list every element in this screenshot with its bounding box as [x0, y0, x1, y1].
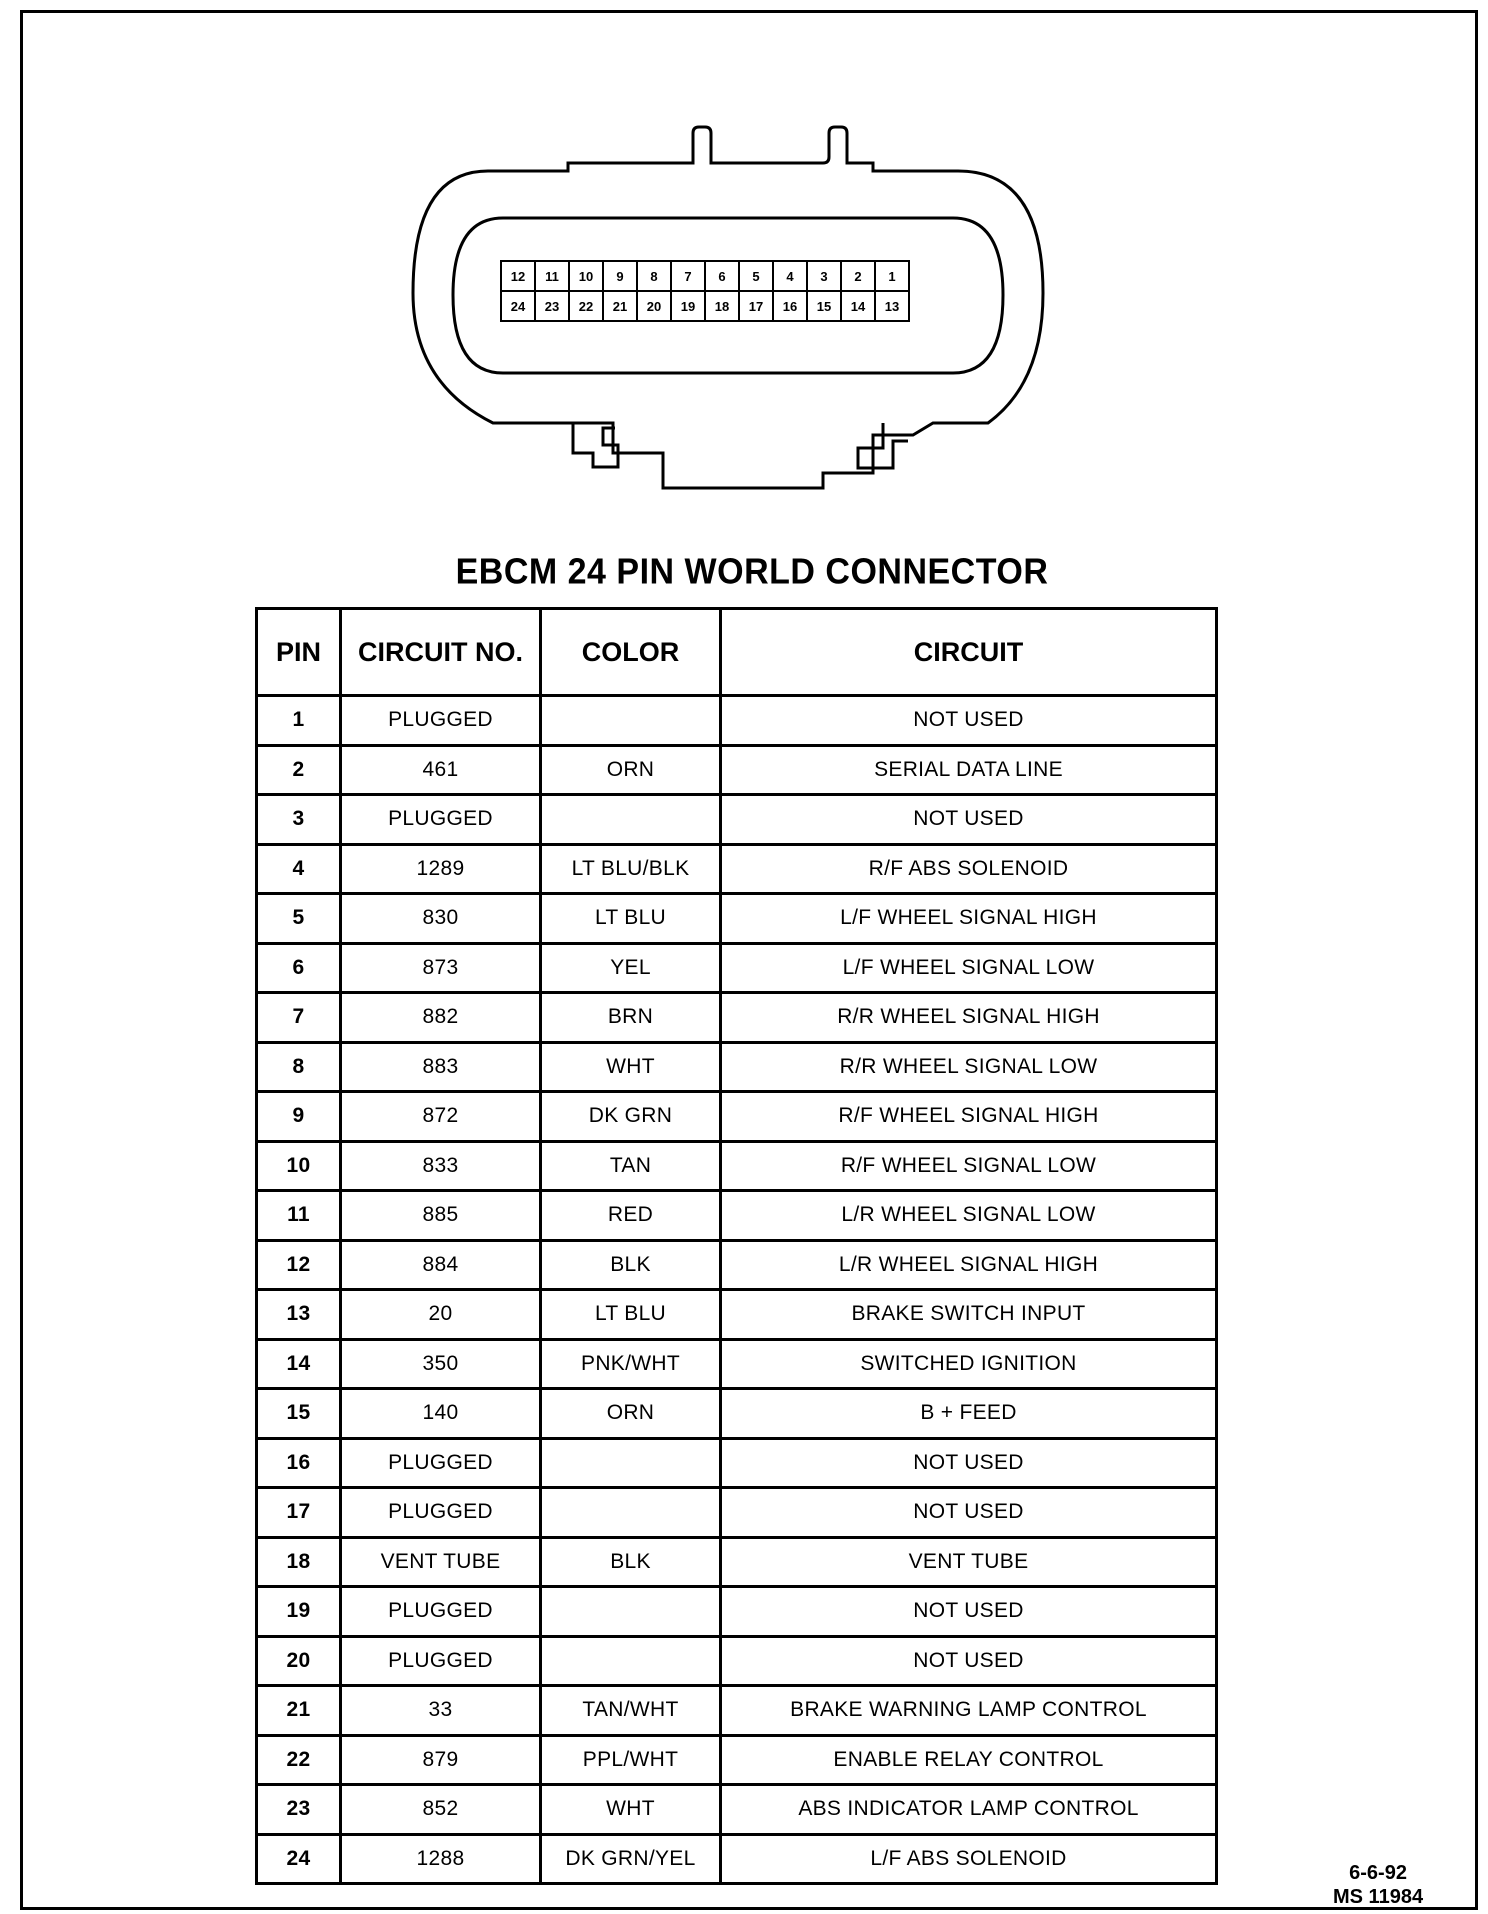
right-latch — [858, 423, 908, 468]
pin-number: 14 — [257, 1339, 341, 1389]
wire-color — [541, 795, 721, 845]
pin-number: 10 — [257, 1141, 341, 1191]
pin-label: 8 — [650, 269, 658, 284]
pin-number: 23 — [257, 1785, 341, 1835]
table-row — [257, 844, 1217, 894]
circuit-description: L/F WHEEL SIGNAL LOW — [721, 943, 1217, 993]
pin-label: 15 — [816, 299, 832, 314]
circuit-number: PLUGGED — [341, 1587, 541, 1637]
stamp-date: 6-6-92 — [1349, 1862, 1407, 1884]
pin-label: 24 — [510, 299, 526, 314]
circuit-description: R/R WHEEL SIGNAL HIGH — [721, 993, 1217, 1043]
pin-number: 19 — [257, 1587, 341, 1637]
wire-color: BRN — [541, 993, 721, 1043]
wire-color — [541, 1438, 721, 1488]
circuit-number: 20 — [341, 1290, 541, 1340]
circuit-description: ENABLE RELAY CONTROL — [721, 1735, 1217, 1785]
circuit-description: R/F ABS SOLENOID — [721, 844, 1217, 894]
circuit-number: 883 — [341, 1042, 541, 1092]
pin-label: 13 — [884, 299, 900, 314]
wire-color: RED — [541, 1191, 721, 1241]
table-row — [257, 1042, 1217, 1092]
pin-label: 21 — [612, 299, 628, 314]
header-pin: PIN — [257, 609, 341, 696]
pin-table — [255, 607, 1218, 1885]
table-row — [257, 1240, 1217, 1290]
wire-color — [541, 1587, 721, 1637]
circuit-description: R/R WHEEL SIGNAL LOW — [721, 1042, 1217, 1092]
circuit-number: 1289 — [341, 844, 541, 894]
circuit-number: 884 — [341, 1240, 541, 1290]
circuit-number: 885 — [341, 1191, 541, 1241]
pin-number: 16 — [257, 1438, 341, 1488]
circuit-description: R/F WHEEL SIGNAL LOW — [721, 1141, 1217, 1191]
wire-color: PPL/WHT — [541, 1735, 721, 1785]
table-row — [257, 1686, 1217, 1736]
circuit-description: NOT USED — [721, 1636, 1217, 1686]
left-latch — [573, 423, 618, 467]
circuit-description: L/F WHEEL SIGNAL HIGH — [721, 894, 1217, 944]
pin-label: 9 — [616, 269, 624, 284]
header-circuit-no: CIRCUIT NO. — [341, 609, 541, 696]
pin-grid — [501, 261, 909, 321]
pin-number: 3 — [257, 795, 341, 845]
header-color: COLOR — [541, 609, 721, 696]
pin-label: 23 — [544, 299, 560, 314]
table-row — [257, 1735, 1217, 1785]
table-row — [257, 1785, 1217, 1835]
pin-label: 2 — [854, 269, 862, 284]
table-row — [257, 696, 1217, 746]
table-row — [257, 1587, 1217, 1637]
stamp-code: MS 11984 — [1333, 1886, 1424, 1908]
pin-label: 4 — [786, 269, 794, 284]
pin-label: 14 — [850, 299, 866, 314]
circuit-number: PLUGGED — [341, 795, 541, 845]
pin-label: 6 — [718, 269, 726, 284]
pin-number: 11 — [257, 1191, 341, 1241]
pin-label: 10 — [578, 269, 594, 284]
circuit-number: 461 — [341, 745, 541, 795]
table-row — [257, 795, 1217, 845]
pin-label: 7 — [684, 269, 692, 284]
circuit-number: PLUGGED — [341, 1438, 541, 1488]
pin-number: 9 — [257, 1092, 341, 1142]
pin-number: 12 — [257, 1240, 341, 1290]
pin-label: 20 — [646, 299, 662, 314]
wire-color: TAN/WHT — [541, 1686, 721, 1736]
table-row — [257, 993, 1217, 1043]
circuit-description: BRAKE WARNING LAMP CONTROL — [721, 1686, 1217, 1736]
drawing-stamp — [1333, 1861, 1423, 1909]
pin-rows — [257, 696, 1217, 1884]
pin-label: 22 — [578, 299, 594, 314]
circuit-description: NOT USED — [721, 1438, 1217, 1488]
pin-label: 18 — [714, 299, 730, 314]
circuit-description: B + FEED — [721, 1389, 1217, 1439]
circuit-number: VENT TUBE — [341, 1537, 541, 1587]
pin-number: 24 — [257, 1834, 341, 1884]
pin-label: 5 — [752, 269, 760, 284]
pin-label: 3 — [820, 269, 828, 284]
wire-color: LT BLU/BLK — [541, 844, 721, 894]
table-row — [257, 1191, 1217, 1241]
pin-label: 19 — [680, 299, 696, 314]
circuit-number: PLUGGED — [341, 1488, 541, 1538]
table-row — [257, 1141, 1217, 1191]
wire-color: DK GRN — [541, 1092, 721, 1142]
circuit-description: VENT TUBE — [721, 1537, 1217, 1587]
pin-number: 8 — [257, 1042, 341, 1092]
circuit-number: 350 — [341, 1339, 541, 1389]
header-circuit: CIRCUIT — [721, 609, 1217, 696]
pin-number: 6 — [257, 943, 341, 993]
table-row — [257, 1092, 1217, 1142]
table-row — [257, 1488, 1217, 1538]
pin-number: 15 — [257, 1389, 341, 1439]
wire-color: WHT — [541, 1785, 721, 1835]
table-row — [257, 1290, 1217, 1340]
wire-color — [541, 696, 721, 746]
pin-number: 2 — [257, 745, 341, 795]
wire-color: PNK/WHT — [541, 1339, 721, 1389]
wire-color: WHT — [541, 1042, 721, 1092]
connector-diagram — [393, 123, 1063, 493]
table-row — [257, 1339, 1217, 1389]
diagram-title: EBCM 24 PIN WORLD CONNECTOR — [455, 552, 1049, 592]
circuit-number: 140 — [341, 1389, 541, 1439]
circuit-number: 833 — [341, 1141, 541, 1191]
circuit-description: SERIAL DATA LINE — [721, 745, 1217, 795]
table-row — [257, 894, 1217, 944]
wire-color: LT BLU — [541, 894, 721, 944]
pin-number: 18 — [257, 1537, 341, 1587]
table-row — [257, 745, 1217, 795]
circuit-number: PLUGGED — [341, 696, 541, 746]
pin-number: 4 — [257, 844, 341, 894]
wire-color — [541, 1488, 721, 1538]
circuit-description: SWITCHED IGNITION — [721, 1339, 1217, 1389]
pin-label: 17 — [748, 299, 764, 314]
pin-number: 20 — [257, 1636, 341, 1686]
table-row — [257, 1537, 1217, 1587]
wire-color: YEL — [541, 943, 721, 993]
circuit-number: PLUGGED — [341, 1636, 541, 1686]
circuit-number: 33 — [341, 1686, 541, 1736]
circuit-number: 879 — [341, 1735, 541, 1785]
circuit-description: NOT USED — [721, 696, 1217, 746]
table-header-row — [257, 609, 1217, 696]
wire-color: BLK — [541, 1240, 721, 1290]
table-row — [257, 1438, 1217, 1488]
circuit-description: BRAKE SWITCH INPUT — [721, 1290, 1217, 1340]
pin-label: 1 — [888, 269, 896, 284]
pin-number: 5 — [257, 894, 341, 944]
page-frame — [20, 10, 1478, 1910]
circuit-description: NOT USED — [721, 795, 1217, 845]
pin-label: 16 — [782, 299, 798, 314]
table-row — [257, 1389, 1217, 1439]
wire-color: DK GRN/YEL — [541, 1834, 721, 1884]
wire-color: ORN — [541, 1389, 721, 1439]
wire-color: TAN — [541, 1141, 721, 1191]
circuit-description: ABS INDICATOR LAMP CONTROL — [721, 1785, 1217, 1835]
circuit-description: R/F WHEEL SIGNAL HIGH — [721, 1092, 1217, 1142]
pin-label: 12 — [510, 269, 526, 284]
wire-color: BLK — [541, 1537, 721, 1587]
pin-number: 17 — [257, 1488, 341, 1538]
circuit-description: NOT USED — [721, 1587, 1217, 1637]
circuit-number: 873 — [341, 943, 541, 993]
pin-number: 21 — [257, 1686, 341, 1736]
table-row — [257, 943, 1217, 993]
circuit-number: 1288 — [341, 1834, 541, 1884]
pin-number: 1 — [257, 696, 341, 746]
table-row — [257, 1636, 1217, 1686]
circuit-number: 852 — [341, 1785, 541, 1835]
pin-number: 22 — [257, 1735, 341, 1785]
wire-color: ORN — [541, 745, 721, 795]
pin-number: 7 — [257, 993, 341, 1043]
circuit-description: L/F ABS SOLENOID — [721, 1834, 1217, 1884]
pin-number: 13 — [257, 1290, 341, 1340]
circuit-description: L/R WHEEL SIGNAL HIGH — [721, 1240, 1217, 1290]
wire-color: LT BLU — [541, 1290, 721, 1340]
table-row — [257, 1834, 1217, 1884]
wire-color — [541, 1636, 721, 1686]
circuit-description: L/R WHEEL SIGNAL LOW — [721, 1191, 1217, 1241]
circuit-number: 882 — [341, 993, 541, 1043]
circuit-number: 830 — [341, 894, 541, 944]
circuit-number: 872 — [341, 1092, 541, 1142]
circuit-description: NOT USED — [721, 1488, 1217, 1538]
pin-label: 11 — [545, 269, 559, 284]
